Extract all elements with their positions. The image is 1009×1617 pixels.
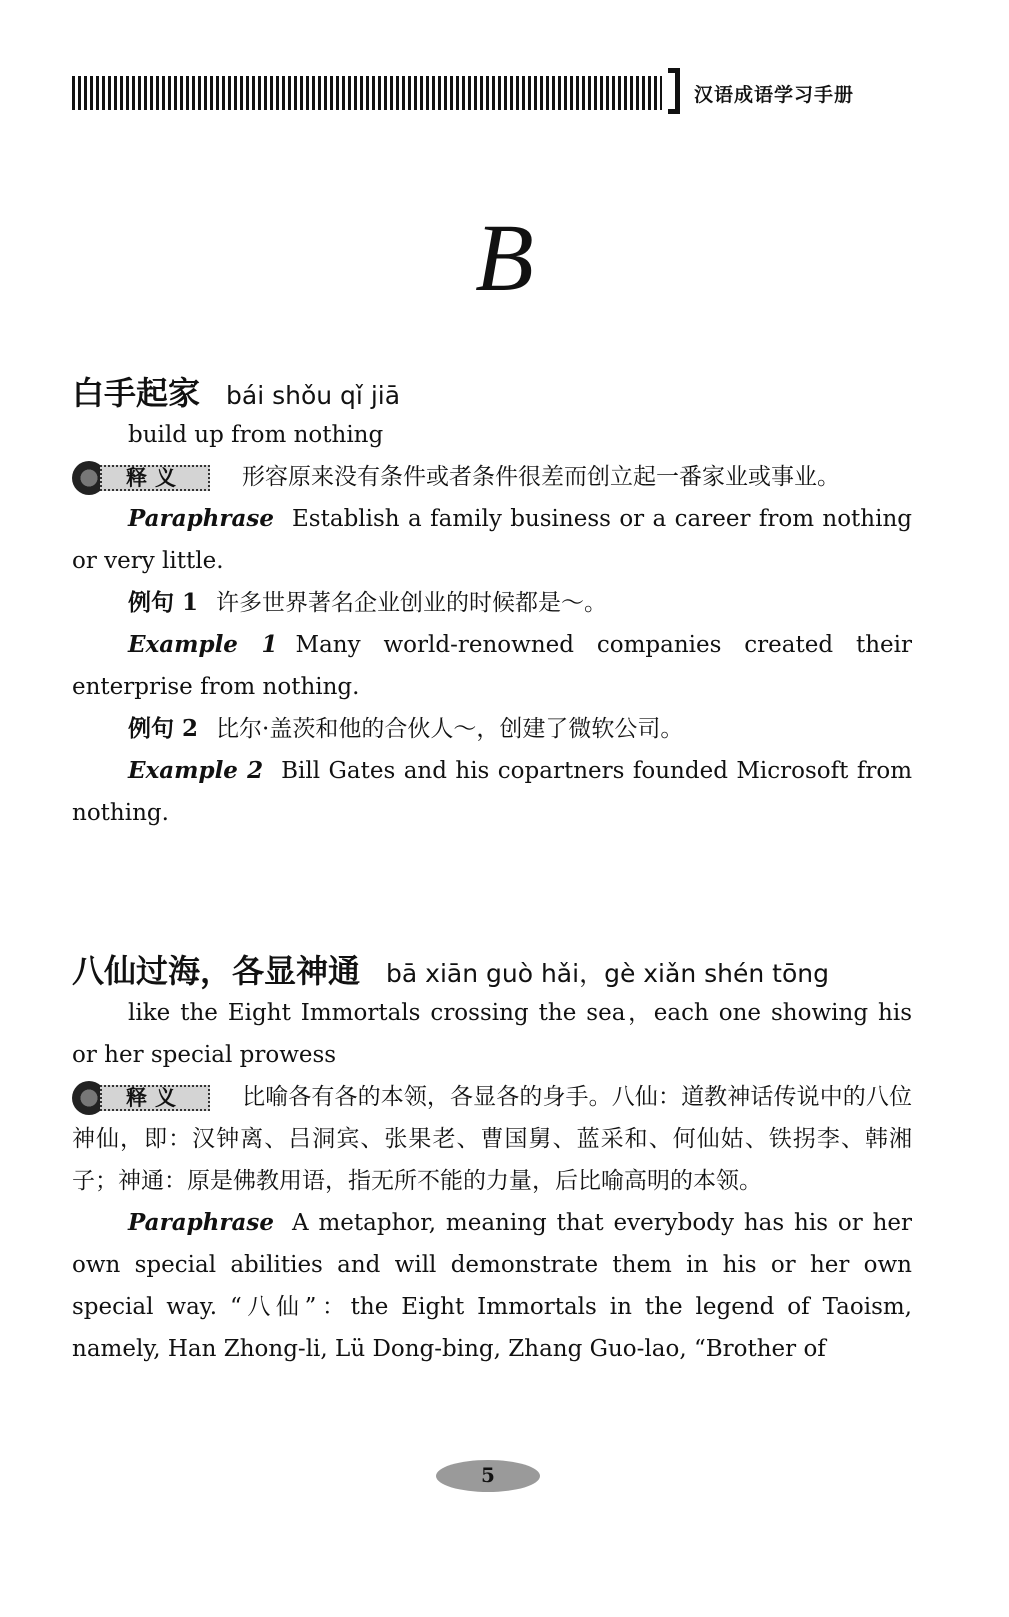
idiom-entry <box>72 368 912 834</box>
definition-text: 比喻各有各的本领，各显各的身手。八仙：道教神话传说中的八位神仙，即：汉钟离、吕洞宾、张果老、曹国舅、蓝采和、何仙姑、铁拐李、韩湘子；神通：原是佛教用语，指无所不能的力量，后比喻高明的本领。 <box>72 1084 912 1194</box>
example-cn-label: 例句 1 <box>128 589 199 616</box>
example-cn-text: 许多世界著名企业创业的时候都是～。 <box>216 590 608 616</box>
example-en-label: Example 1 <box>128 631 278 658</box>
paraphrase-label: Paraphrase <box>128 1209 275 1236</box>
entry-heading <box>72 946 912 992</box>
header-decorative-bar <box>72 76 662 110</box>
chinese-definition <box>72 456 912 498</box>
definition-badge <box>72 463 212 493</box>
book-title: 汉语成语学习手册 <box>694 84 855 106</box>
idiom-pinyin: bái shǒu qǐ jiā <box>226 381 401 410</box>
example-en <box>72 750 912 834</box>
paraphrase-label: Paraphrase <box>128 505 275 532</box>
idiom-entry <box>72 946 912 1370</box>
header-bracket <box>668 68 680 114</box>
paraphrase <box>72 498 912 582</box>
example-cn-label: 例句 2 <box>128 715 199 742</box>
paraphrase <box>72 1202 912 1370</box>
badge-label: 释义 <box>100 465 210 491</box>
section-letter: B <box>475 204 534 311</box>
page-number: 5 <box>436 1460 540 1492</box>
badge-label: 释义 <box>100 1085 210 1111</box>
example-en-text: Many world-renowned companies created their enterprise from nothing. <box>72 632 912 700</box>
running-header <box>72 68 932 118</box>
english-translation: like the Eight Immortals crossing the sea，each one showing his or her special prowess <box>72 1000 912 1068</box>
example-cn <box>72 708 912 750</box>
entry-heading <box>72 368 912 414</box>
definition-badge <box>72 1083 212 1113</box>
example-en-label: Example 2 <box>128 757 264 784</box>
idiom-pinyin: bā xiān guò hǎi，gè xiǎn shén tōng <box>386 959 829 988</box>
idiom-headword: 八仙过海，各显神通 <box>72 952 361 990</box>
example-en <box>72 624 912 708</box>
paraphrase-text: Establish a family business or a career from nothing or very little. <box>72 506 912 574</box>
paraphrase-text: A metaphor, meaning that everybody has his or her own special abilities and will demonstrate them in his or her own special way. “八仙”：the Eight Immortals in the legend of Taoism, namely, Han Zhong-li, Lü Dong-bing, Zhang Guo-lao, “Brother of <box>72 1210 912 1362</box>
example-cn <box>72 582 912 624</box>
idiom-headword: 白手起家 <box>72 374 201 412</box>
example-en-text: Bill Gates and his copartners founded Microsoft from nothing. <box>72 758 912 826</box>
definition-text: 形容原来没有条件或者条件很差而创立起一番家业或事业。 <box>242 464 840 490</box>
chinese-definition <box>72 1076 912 1202</box>
example-cn-text: 比尔·盖茨和他的合伙人～，创建了微软公司。 <box>216 716 684 742</box>
english-translation: build up from nothing <box>128 422 384 448</box>
